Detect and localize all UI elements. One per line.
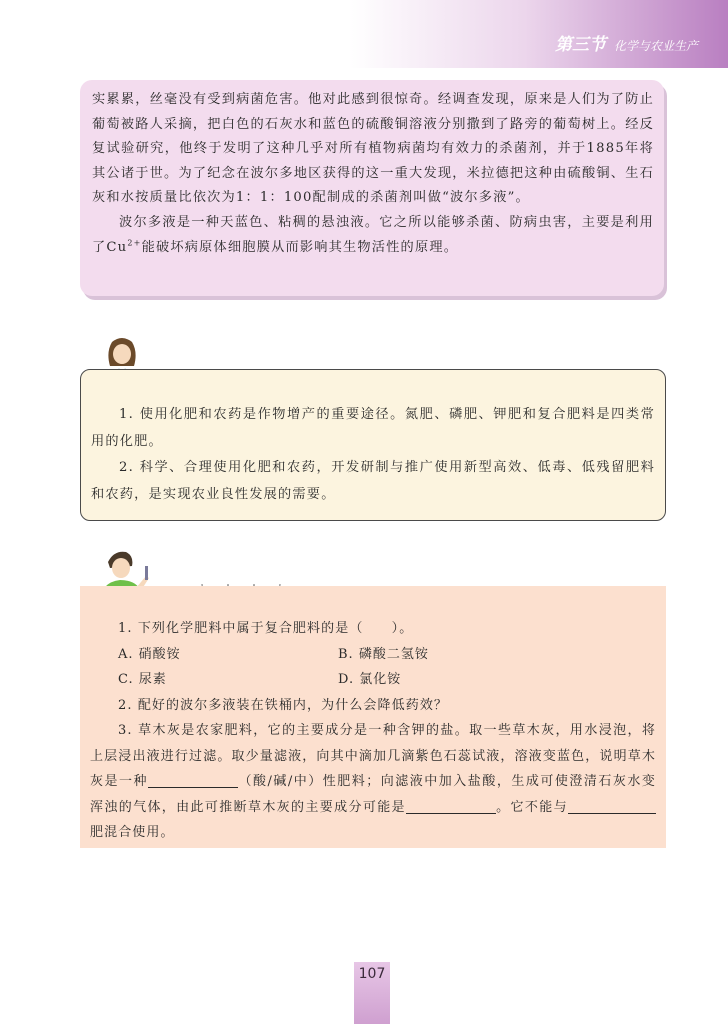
reading-paragraph-2 — [92, 211, 654, 260]
section-header — [555, 30, 698, 55]
page-number: 107 — [358, 966, 386, 982]
question-1: 1. 下列化学肥料中属于复合肥料的是（ ）。 — [118, 621, 414, 636]
option-a: A. 硝酸铵 — [118, 646, 181, 662]
reading-paragraph-2-end: 能破坏病原体细胞膜从而影响其生物活性的原理。 — [141, 239, 459, 255]
question-3-part-3: 。它不能与 — [495, 799, 568, 815]
question-3-part-1: 3. 草木灰是农家肥料，它的主要成分是一种含钾的盐。取一些草木灰，用水浸泡，将上层浸出液进行过滤。取少量滤液，向其中滴加几滴紫色石蕊试液，溶液变蓝色，说明草木灰是一种 — [90, 723, 656, 789]
reading-box — [80, 80, 664, 296]
answer-blank — [406, 799, 496, 814]
option-c: C. 尿素 — [118, 672, 167, 687]
summary-item-1: 1. 使用化肥和农药是作物增产的重要途径。氮肥、磷肥、钾肥和复合肥料是四类常用的化肥。 — [91, 407, 655, 449]
summary-box — [80, 369, 666, 521]
reading-paragraph-1: 实累累，丝毫没有受到病菌危害。他对此感到很惊奇。经调查发现，原来是人们为了防止葡萄被路人采摘，把白色的石灰水和蓝色的硫酸铜溶液分别撒到了路旁的葡萄树上。经反复试验研究，他终于发明了这种几乎对所有植物病菌均有效力的杀菌剂，并于1885年将其公诸于世。为了纪念在波尔多地区获得的这一重大发现，米拉德把这种由硫酸铜、生石灰和水按质量比依次为1：1：100配制成的杀菌剂叫做“波尔多液”。 — [92, 92, 654, 206]
question-3 — [90, 718, 656, 846]
question-3-part-2: （酸/碱/中）性肥料；向滤液中加入盐酸，生成可使澄清石灰水变浑浊的气体，由此可推断草木灰的主要成分可能是 — [90, 774, 656, 815]
question-3-part-4: 肥混合使用。 — [90, 825, 175, 840]
reading-paragraph-2-start: 波尔多液是一种天蓝色、粘稠的悬浊液。它之所以能够杀菌、防病虫害，主要是利用了Cu — [92, 214, 654, 255]
charge-superscript: 2+ — [127, 238, 142, 248]
question-2: 2. 配好的波尔多液装在铁桶内，为什么会降低药效？ — [118, 697, 449, 713]
section-topic: 化学与农业生产 — [613, 39, 698, 53]
question-1-options-row — [90, 642, 656, 668]
option-d: D. 氯化铵 — [338, 672, 402, 687]
exercise-box — [80, 586, 666, 848]
question-1-options-row — [90, 667, 656, 693]
answer-blank — [148, 773, 238, 788]
option-b: B. 磷酸二氢铵 — [338, 646, 429, 662]
answer-blank — [568, 799, 656, 814]
section-number: 第三节 — [554, 35, 606, 55]
summary-item-2: 2. 科学、合理使用化肥和农药，开发研制与推广使用新型高效、低毒、低残留肥料和农药，是实现农业良性发展的需要。 — [91, 460, 655, 502]
